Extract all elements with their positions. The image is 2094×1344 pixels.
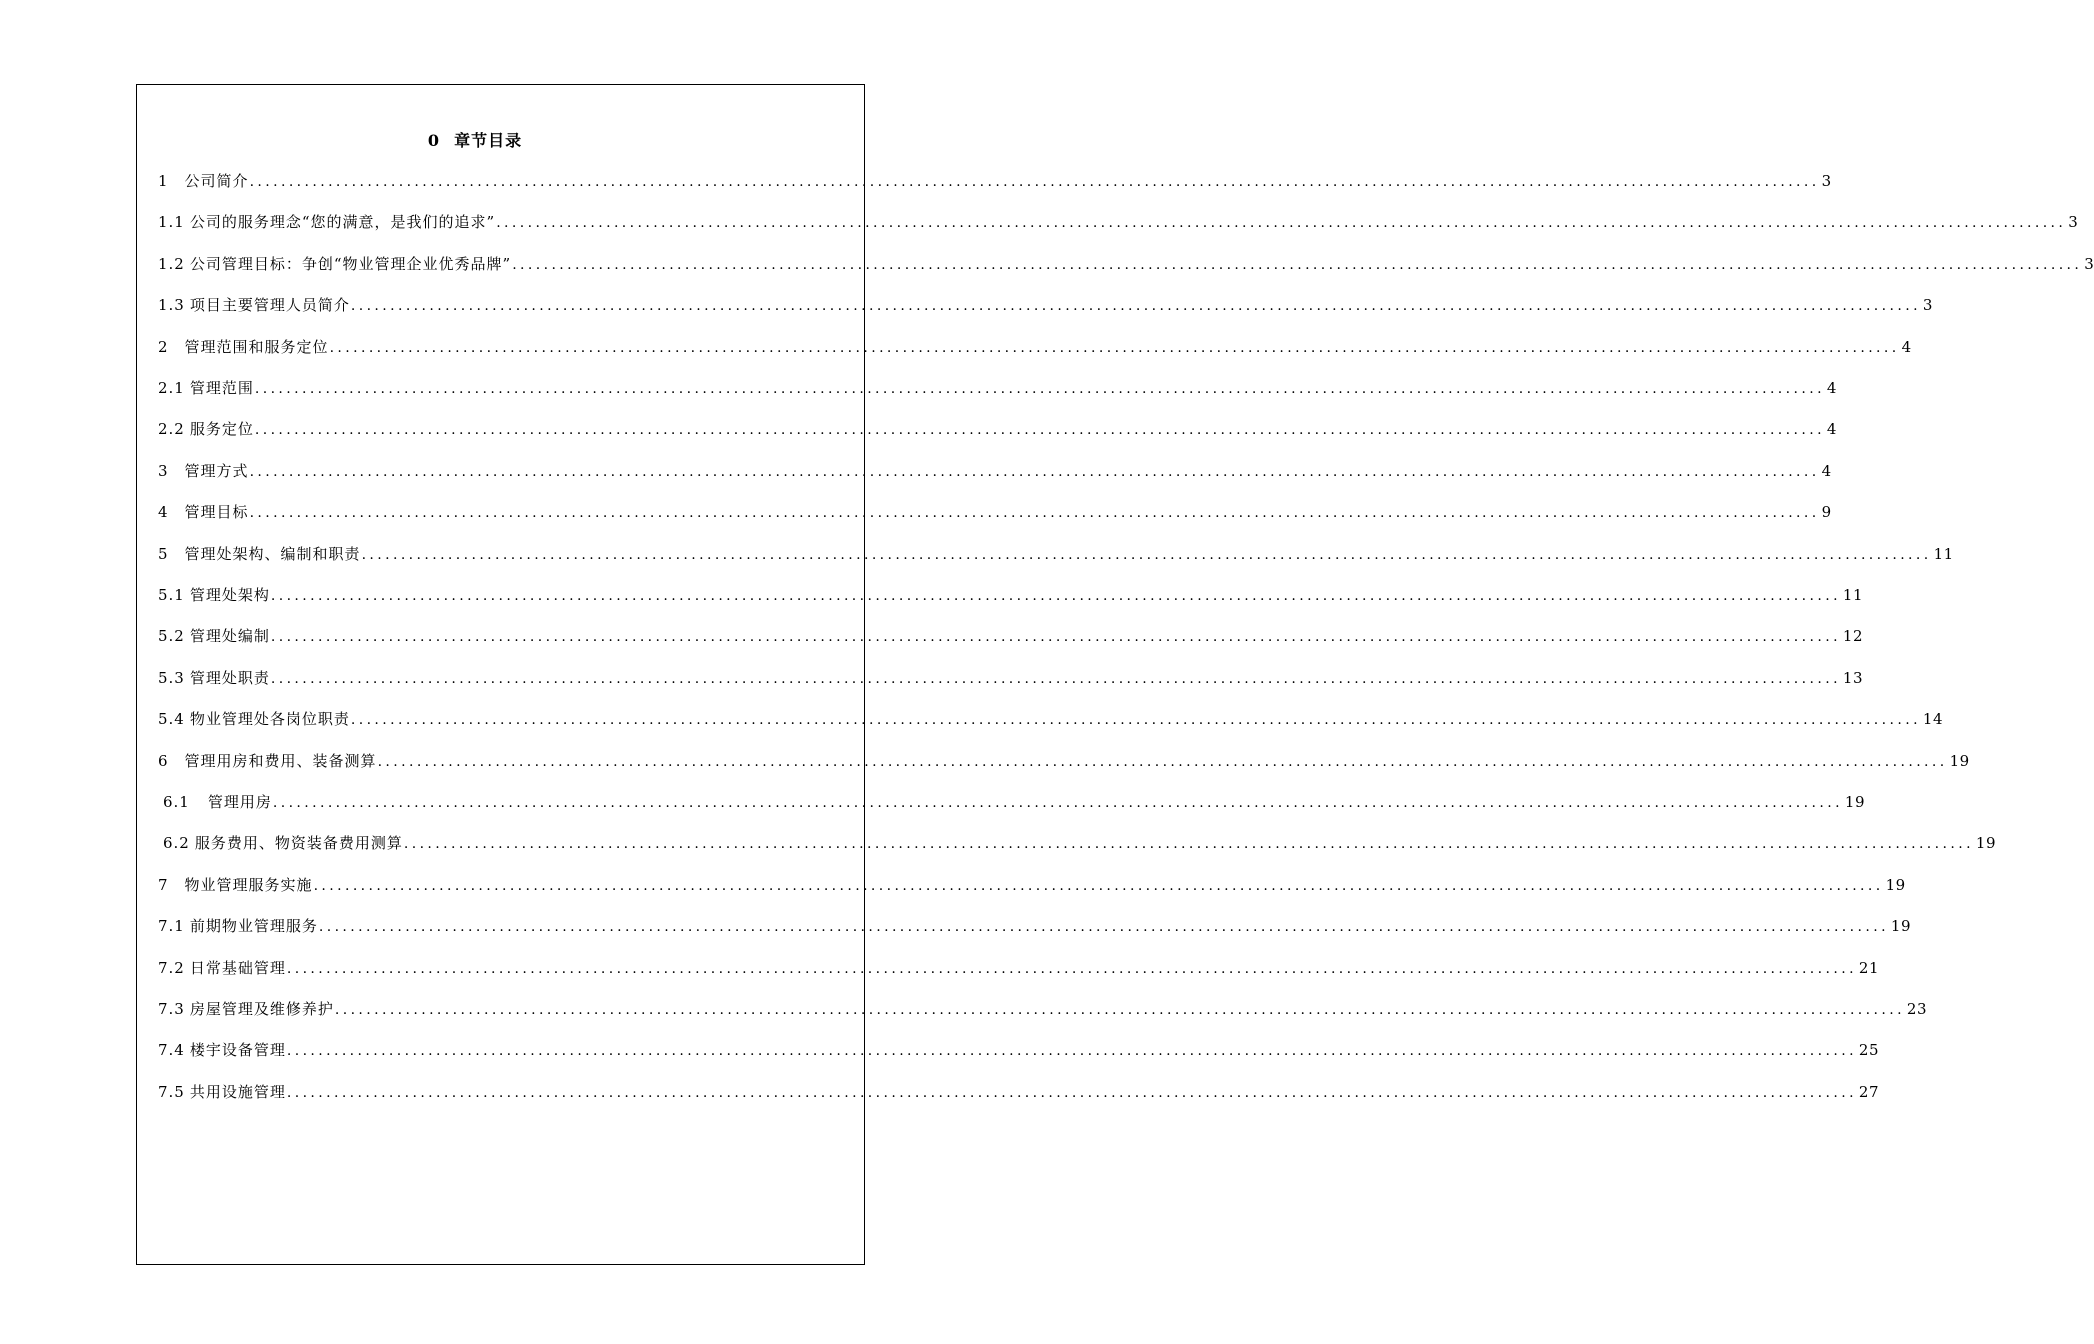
toc-entry-number: 5.1 [158,586,185,604]
toc-entry-number: 6.2 [163,834,190,852]
toc-entry[interactable] [158,668,1864,688]
toc-entry-page: 3 [2084,255,2094,273]
toc-entry-number: 7.2 [158,959,185,977]
toc-dot-leader: ........................................................................................................................................................................................................ [496,215,2067,231]
toc-entry-number: 1.1 [158,213,185,231]
toc-entry-page: 11 [1933,545,1954,563]
toc-entry[interactable] [158,419,1837,439]
toc-entry-page: 4 [1826,420,1837,438]
toc-entry-page: 19 [1949,752,1970,770]
toc-entry-number: 7 [158,876,169,894]
toc-entry-title: 管理处架构、编制和职责 [184,545,361,563]
toc-entry[interactable] [158,295,1933,315]
toc-entry[interactable] [163,792,1866,812]
toc-entry-number: 6.1 [163,793,190,811]
toc-entry-title: 服务定位 [189,420,254,438]
toc-entry-number: 6 [158,752,169,770]
toc-entry[interactable] [158,461,1832,481]
toc-dot-leader: ........................................................................................................................................................................................................ [329,340,1900,356]
toc-entry-number: 5.2 [158,627,185,645]
toc-dot-leader: ........................................................................................................................................................................................................ [350,298,1921,314]
toc-entry-page: 19 [1890,917,1912,935]
toc-entry-title: 管理用房 [207,793,272,811]
toc-entry-number: 3 [158,462,169,480]
toc-entry-page: 9 [1821,503,1832,521]
toc-title-number: 0 [427,131,441,150]
toc-entry-number: 4 [158,503,169,521]
toc-entry-title: 管理处编制 [189,627,270,645]
toc-entry-page: 12 [1842,627,1864,645]
toc-title-text: 章节目录 [454,131,523,150]
toc-dot-leader: ........................................................................................................................................................................................................ [361,547,1932,563]
toc-entry-title: 项目主要管理人员简介 [189,296,350,314]
toc-entry-page: 14 [1922,710,1944,728]
toc-dot-leader: ........................................................................................................................................................................................................ [377,754,1948,770]
toc-entry-title: 物业管理处各岗位职责 [189,710,350,728]
toc-entry-title: 管理处架构 [189,586,270,604]
toc-entry-title: 日常基础管理 [189,959,286,977]
toc-entry-page: 3 [2068,213,2079,231]
toc-dot-leader: ........................................................................................................................................................................................................ [254,381,1825,397]
toc-entry-page: 4 [1826,379,1837,397]
toc-entry-title: 管理方式 [184,462,249,480]
toc-entry-page: 27 [1858,1083,1880,1101]
toc-entry-page: 13 [1842,669,1864,687]
toc-entry[interactable] [163,833,1997,853]
toc-entry-page: 4 [1901,338,1912,356]
toc-entry-title: 管理用房和费用、装备测算 [184,752,377,770]
toc-entry-page: 19 [1885,876,1906,894]
toc-entry-title: 公司简介 [184,172,249,190]
toc-entry-number: 2 [158,338,169,356]
toc-dot-leader: ........................................................................................................................................................................................................ [270,671,1841,687]
toc-entry-page: 3 [1922,296,1933,314]
toc-entry-page: 25 [1858,1041,1880,1059]
toc-entry-number: 5.3 [158,669,185,687]
toc-entry-number: 5.4 [158,710,185,728]
toc-entry-title: 管理范围 [189,379,254,397]
toc-entry-title: 前期物业管理服务 [189,917,318,935]
toc-entry-page: 23 [1906,1000,1928,1018]
toc-entry-number: 1.2 [158,255,185,273]
toc-entry-page: 11 [1842,586,1864,604]
toc-entry[interactable] [158,958,1880,978]
toc-entry[interactable] [158,916,1912,936]
toc-dot-leader: ........................................................................................................................................................................................................ [403,836,1974,852]
toc-entry-page: 19 [1975,834,1997,852]
toc-entry-number: 2.2 [158,420,185,438]
toc-entry-title: 管理处职责 [189,669,270,687]
toc-entry-number: 5 [158,545,169,563]
toc-entry[interactable] [158,254,2094,274]
toc-entry-page: 4 [1821,462,1832,480]
toc-entry-title: 管理目标 [184,503,249,521]
toc-entry[interactable] [158,999,1928,1019]
toc-dot-leader: ........................................................................................................................................................................................................ [272,795,1843,811]
toc-dot-leader: ........................................................................................................................................................................................................ [270,588,1841,604]
toc-dot-leader: ........................................................................................................................................................................................................ [318,919,1889,935]
toc-entry[interactable] [158,751,1970,771]
toc-entry[interactable] [158,544,1954,564]
toc-dot-leader: ........................................................................................................................................................................................................ [286,961,1857,977]
toc-entry[interactable] [158,212,2079,232]
toc-entry-number: 7.5 [158,1083,185,1101]
toc-dot-leader: ........................................................................................................................................................................................................ [254,422,1825,438]
toc-entry[interactable] [158,1082,1880,1102]
toc-entry-page: 21 [1858,959,1880,977]
toc-entry-number: 2.1 [158,379,185,397]
toc-entry-title: 服务费用、物资装备费用测算 [194,834,403,852]
toc-entry-title: 共用设施管理 [189,1083,286,1101]
toc-entry[interactable] [158,626,1864,646]
toc-dot-leader: ........................................................................................................................................................................................................ [313,878,1884,894]
toc-dot-leader: ........................................................................................................................................................................................................ [512,257,2083,273]
toc-entry-title: 公司的服务理念“您的满意，是我们的追求” [189,213,496,231]
toc-entry-number: 1.3 [158,296,185,314]
toc-dot-leader: ........................................................................................................................................................................................................ [286,1043,1857,1059]
toc-entry-page: 19 [1844,793,1866,811]
toc-entry-page: 3 [1821,172,1832,190]
toc-entry-title: 公司管理目标：争创“物业管理企业优秀品牌” [189,255,512,273]
toc-entry-title: 管理范围和服务定位 [184,338,329,356]
toc-dot-leader: ........................................................................................................................................................................................................ [350,712,1921,728]
toc-dot-leader: ........................................................................................................................................................................................................ [270,629,1841,645]
toc-dot-leader: ........................................................................................................................................................................................................ [286,1085,1857,1101]
toc-entry[interactable] [158,1040,1880,1060]
toc-dot-leader: ........................................................................................................................................................................................................ [334,1002,1905,1018]
toc-entry-title: 房屋管理及维修养护 [189,1000,334,1018]
toc-dot-leader: ........................................................................................................................................................................................................ [249,464,1820,480]
toc-dot-leader: ........................................................................................................................................................................................................ [249,174,1820,190]
toc-entry-title: 楼宇设备管理 [189,1041,286,1059]
toc-entry[interactable] [158,378,1837,398]
toc-entry-number: 7.3 [158,1000,185,1018]
toc-entry[interactable] [158,502,1832,522]
toc-entry[interactable] [158,709,1944,729]
toc-entry[interactable] [158,585,1864,605]
toc-entry[interactable] [158,171,1832,191]
toc-entry[interactable] [158,337,1912,357]
toc-entry[interactable] [158,875,1906,895]
toc-entry-number: 7.4 [158,1041,185,1059]
toc-entry-number: 7.1 [158,917,185,935]
toc-entry-number: 1 [158,172,169,190]
toc-entry-title: 物业管理服务实施 [184,876,313,894]
toc-dot-leader: ........................................................................................................................................................................................................ [249,505,1820,521]
